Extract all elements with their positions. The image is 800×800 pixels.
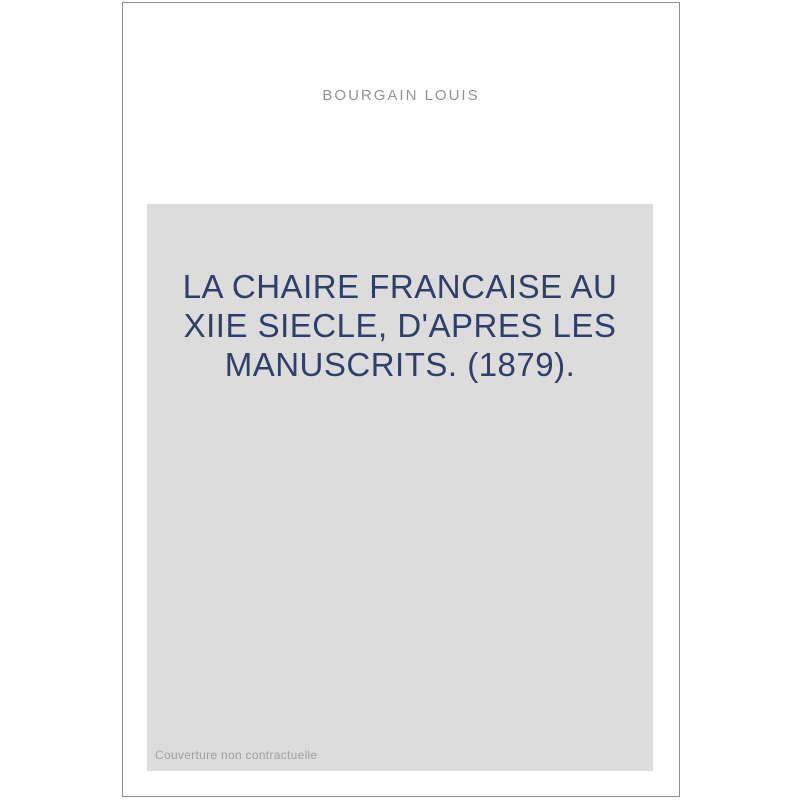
book-title-line-3: MANUSCRITS. (1879). [224, 346, 576, 383]
author-name: BOURGAIN LOUIS [322, 87, 480, 104]
book-title-line-2: XIIE SIECLE, D'APRES LES [183, 307, 617, 344]
cover-placeholder-box [147, 204, 653, 771]
book-title-line-1: LA CHAIRE FRANCAISE AU [182, 268, 618, 305]
book-cover-page [122, 2, 680, 797]
legal-notice: Couverture non contractuelle [155, 748, 318, 762]
book-title [147, 267, 653, 384]
